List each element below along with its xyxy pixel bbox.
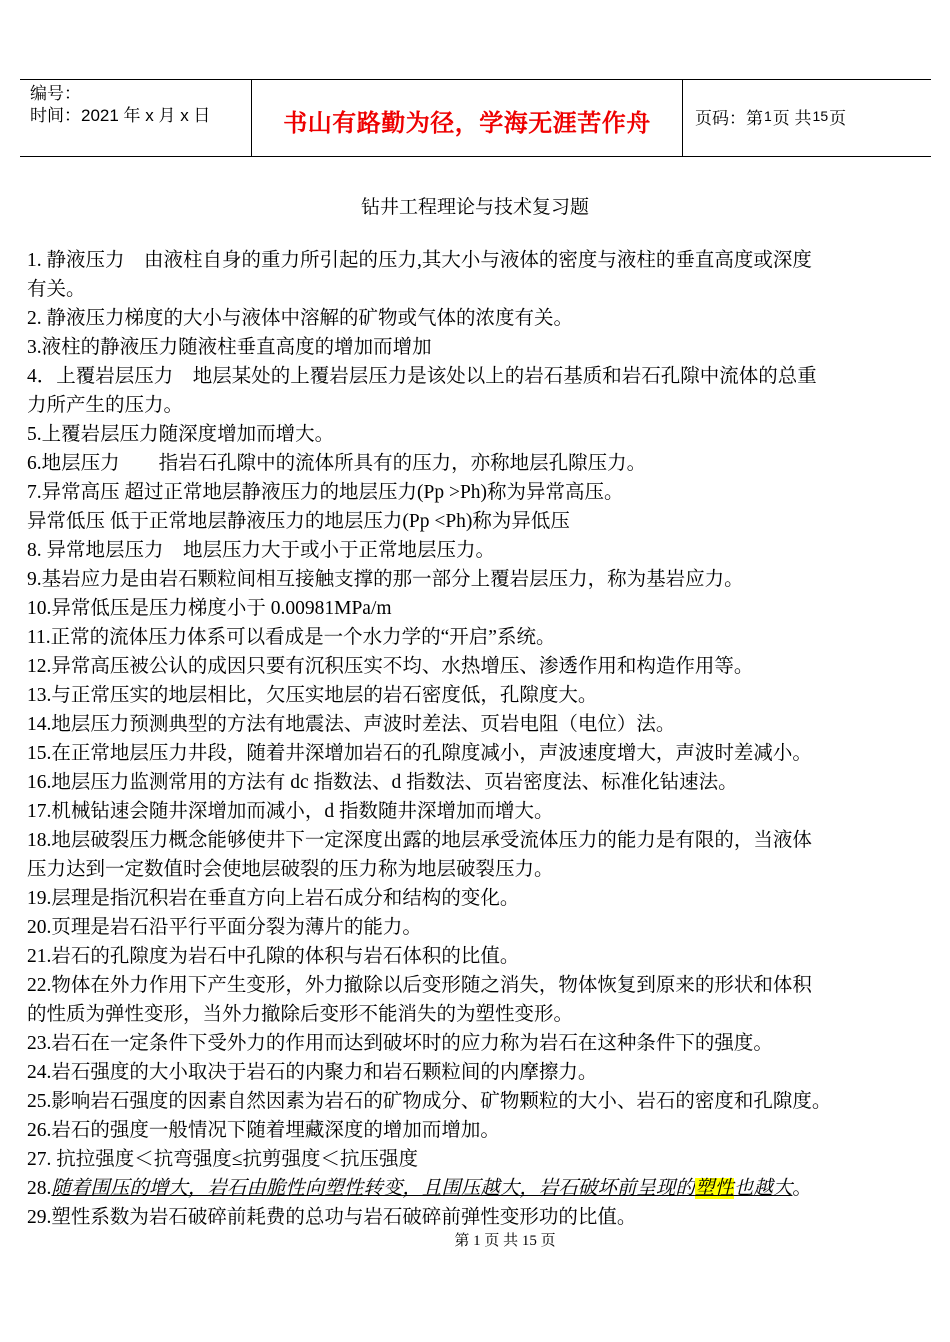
question-line: 12.异常高压被公认的成因只要有沉积压实不均、水热增压、渗透作用和构造作用等。 <box>27 656 754 677</box>
line-28-period: 。 <box>792 1178 812 1199</box>
header-motto-cell <box>252 80 683 156</box>
document-body <box>27 246 927 1232</box>
question-line: 8. 异常地层压力 地层压力大于或小于正常地层压力。 <box>27 540 496 561</box>
question-line: 21.岩石的孔隙度为岩石中孔隙的体积与岩石体积的比值。 <box>27 946 520 967</box>
question-line-28 <box>27 1174 927 1203</box>
page-total: 15 <box>812 108 829 124</box>
question-line: 25.影响岩石强度的因素自然因素为岩石的矿物成分、矿物颗粒的大小、岩石的密度和孔隙度。 <box>27 1091 832 1112</box>
question-line: 压力达到一定数值时会使地层破裂的压力称为地层破裂压力。 <box>27 859 554 880</box>
motto-text: 书山有路勤为径，学海无涯苦作舟 <box>283 108 651 137</box>
page-suffix: 页 <box>829 108 847 128</box>
question-line: 11.正常的流体压力体系可以看成是一个水力学的“开启”系统。 <box>27 627 556 648</box>
header-info-cell <box>20 80 252 156</box>
header-table <box>20 79 931 157</box>
question-line: 13.与正常压实的地层相比，欠压实地层的岩石密度低，孔隙度大。 <box>27 685 598 706</box>
question-line: 2. 静液压力梯度的大小与液体中溶解的矿物或气体的浓度有关。 <box>27 308 574 329</box>
question-line: 14.地层压力预测典型的方法有地震法、声波时差法、页岩电阻（电位）法。 <box>27 714 676 735</box>
document-title: 钻井工程理论与技术复习题 <box>360 197 589 218</box>
question-line: 7.异常高压 超过正常地层静液压力的地层压力(Pp >Ph)称为异常高压。 <box>27 482 624 503</box>
question-line-29: 29.塑性系数为岩石破碎前耗费的总功与岩石破碎前弹性变形功的比值。 <box>27 1207 637 1228</box>
question-line: 17.机械钻速会随井深增加而减小，d 指数随井深增加而增大。 <box>27 801 554 822</box>
number-label: 编号： <box>30 84 81 103</box>
line-28-underlined-end: 也越大 <box>733 1178 793 1199</box>
page-footer: 第 1 页 共 15 页 <box>454 1233 556 1249</box>
question-line: 27. 抗拉强度＜抗弯强度≤抗剪强度＜抗压强度 <box>27 1149 418 1170</box>
question-line: 20.页理是岩石沿平行平面分裂为薄片的能力。 <box>27 917 422 938</box>
question-line: 1. 静液压力 由液柱自身的重力所引起的压力,其大小与液体的密度与液柱的垂直高度或深度 <box>27 250 812 271</box>
question-line: 24.岩石强度的大小取决于岩石的内聚力和岩石颗粒间的内摩擦力。 <box>27 1062 598 1083</box>
question-line: 26.岩石的强度一般情况下随着埋藏深度的增加而增加。 <box>27 1120 500 1141</box>
line-28-highlight: 塑性 <box>694 1178 734 1199</box>
question-line: 18.地层破裂压力概念能够使井下一定深度出露的地层承受流体压力的能力是有限的，当液体 <box>27 830 812 851</box>
line-28-number: 28. <box>27 1178 52 1199</box>
question-line: 10.异常低压是压力梯度小于 0.00981MPa/m <box>27 598 392 619</box>
page-mid: 页 共 <box>772 108 812 128</box>
question-line: 22.物体在外力作用下产生变形，外力撤除以后变形随之消失，物体恢复到原来的形状和体积 <box>27 975 812 996</box>
question-line: 力所产生的压力。 <box>27 395 184 416</box>
question-line: 15.在正常地层压力井段，随着井深增加岩石的孔隙度减小，声波速度增大，声波时差减小。 <box>27 743 812 764</box>
page-prefix: 页码：第 <box>695 108 763 128</box>
question-line: 6.地层压力 指岩石孔隙中的流体所具有的压力，亦称地层孔隙压力。 <box>27 453 647 474</box>
question-line: 的性质为弹性变形，当外力撤除后变形不能消失的为塑性变形。 <box>27 1004 574 1025</box>
question-line: 4．上覆岩层压力 地层某处的上覆岩层压力是该处以上的岩石基质和岩石孔隙中流体的总重 <box>27 366 817 387</box>
question-line: 有关。 <box>27 279 86 300</box>
header-page-cell <box>683 80 931 156</box>
question-line: 3.液柱的静液压力随液柱垂直高度的增加而增加 <box>27 337 432 358</box>
question-line: 5.上覆岩层压力随深度增加而增大。 <box>27 424 335 445</box>
question-line: 异常低压 低于正常地层静液压力的地层压力(Pp <Ph)称为异低压 <box>27 511 570 532</box>
time-label: 时间：2021 年 x 月 x 日 <box>30 106 211 125</box>
question-line: 19.层理是指沉积岩在垂直方向上岩石成分和结构的变化。 <box>27 888 520 909</box>
line-28-underlined: 随着围压的增大，岩石由脆性向塑性转变，且围压越大，岩石破坏前呈现的 <box>51 1178 695 1199</box>
page-current: 1 <box>764 108 772 124</box>
question-line: 16.地层压力监测常用的方法有 dc 指数法、d 指数法、页岩密度法、标准化钻速法。 <box>27 772 738 793</box>
question-list <box>27 246 927 1174</box>
question-line: 23.岩石在一定条件下受外力的作用而达到破坏时的应力称为岩石在这种条件下的强度。 <box>27 1033 773 1054</box>
question-line: 9.基岩应力是由岩石颗粒间相互接触支撑的那一部分上覆岩层压力，称为基岩应力。 <box>27 569 744 590</box>
